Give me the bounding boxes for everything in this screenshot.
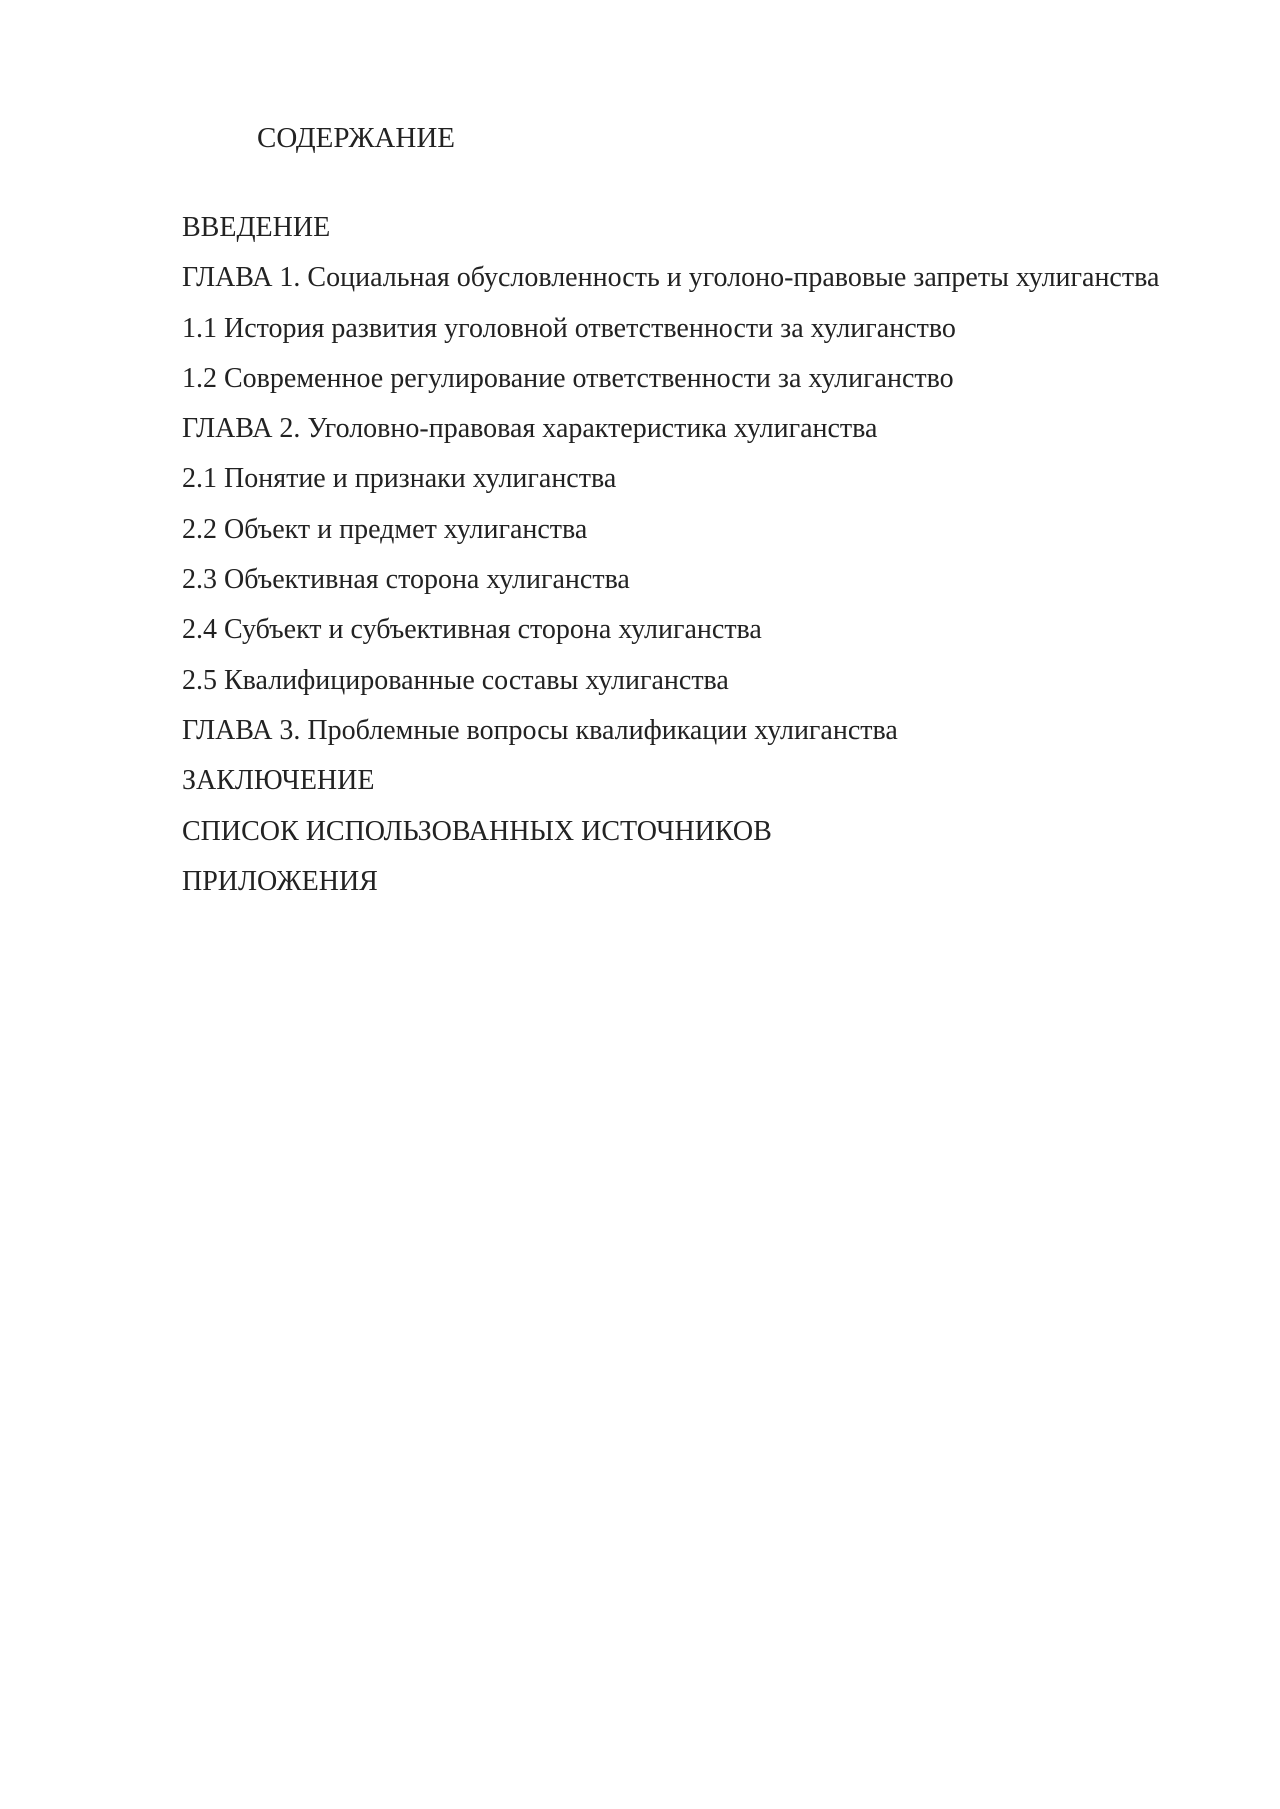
toc-entry-conclusion: ЗАКЛЮЧЕНИЕ bbox=[182, 765, 375, 797]
toc-entry-section-2-4: 2.4 Субъект и субъективная сторона хулиганства bbox=[182, 614, 762, 646]
toc-entry-references: СПИСОК ИСПОЛЬЗОВАННЫХ ИСТОЧНИКОВ bbox=[182, 815, 772, 847]
toc-entry-section-2-5: 2.5 Квалифицированные составы хулиганства bbox=[182, 664, 729, 696]
toc-entry-chapter-1: ГЛАВА 1. Социальная обусловленность и уголоно-правовые запреты хулиганства bbox=[182, 262, 1160, 294]
toc-entry-introduction: ВВЕДЕНИЕ bbox=[182, 212, 331, 243]
toc-entry-chapter-2: ГЛАВА 2. Уголовно-правовая характеристика хулиганства bbox=[182, 413, 878, 445]
toc-entry-chapter-3: ГЛАВА 3. Проблемные вопросы квалификации хулиганства bbox=[182, 714, 898, 746]
toc-entry-appendices: ПРИЛОЖЕНИЯ bbox=[182, 865, 378, 897]
toc-entry-section-2-2: 2.2 Объект и предмет хулиганства bbox=[182, 513, 588, 545]
toc-entry-section-2-1: 2.1 Понятие и признаки хулиганства bbox=[182, 463, 617, 495]
toc-entry-section-1-1: 1.1 История развития уголовной ответственности за хулиганство bbox=[182, 312, 956, 344]
toc-entry-section-1-2: 1.2 Современное регулирование ответственности за хулиганство bbox=[182, 362, 954, 394]
table-of-contents bbox=[182, 203, 1192, 907]
toc-title: СОДЕРЖАНИЕ bbox=[257, 122, 455, 154]
toc-entry-section-2-3: 2.3 Объективная сторона хулиганства bbox=[182, 564, 630, 596]
